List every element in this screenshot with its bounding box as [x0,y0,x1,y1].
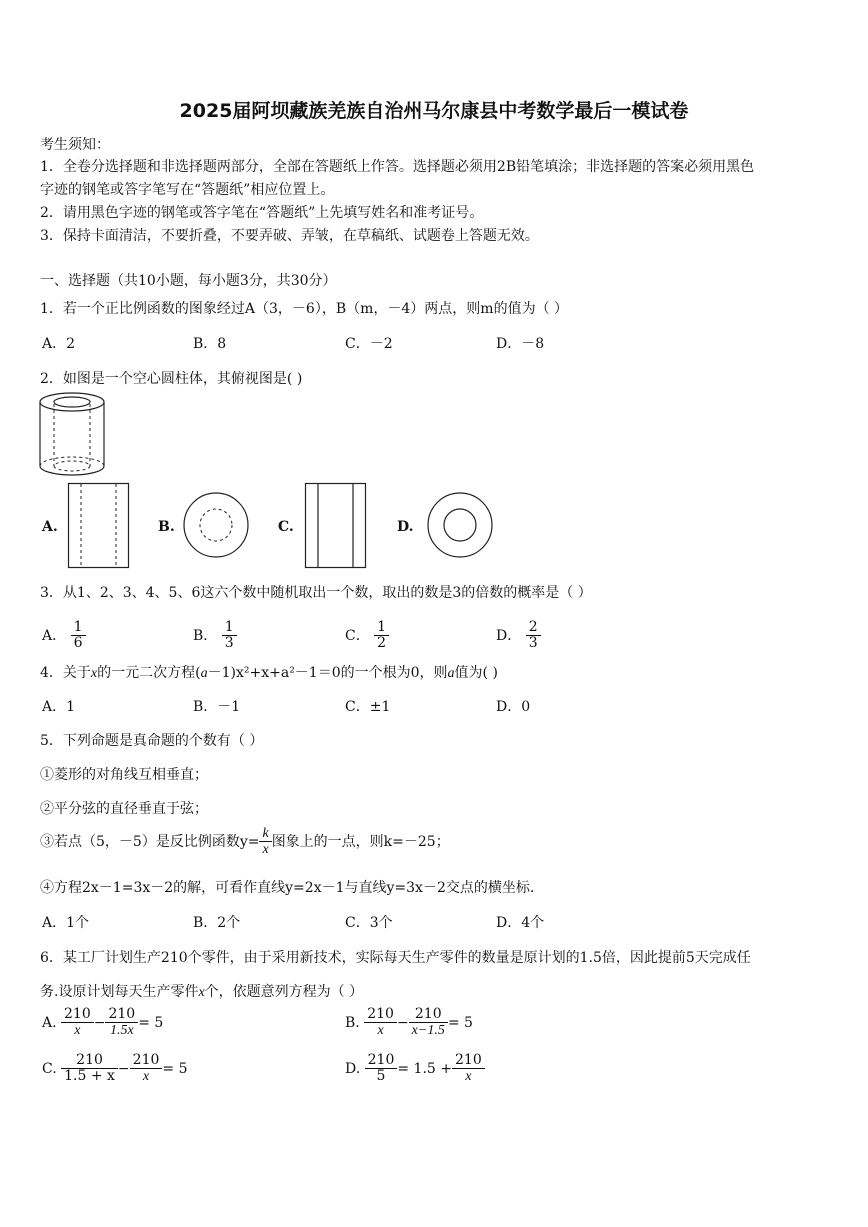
notice-line-2: 2．请用黑色字迹的钢笔或答字笔在“答题纸”上先填写姓名和准考证号。 [40,205,484,221]
q4-option-b[interactable]: B．－1 [193,699,241,715]
q3-fraction-c: $\frac{1}{2}$ [374,620,389,652]
page-title: 2025届阿坝藏族羌族自治州马尔康县中考数学最后一模试卷 [179,100,689,122]
q1-option-a[interactable]: A．2 [42,336,76,352]
q3-fraction-b: $\frac{1}{3}$ [222,620,237,652]
q6-option-b[interactable]: B. $\frac{210}{x}$ − $\frac{210}{x-1.5}$ = 5 [345,1006,473,1039]
q2-label-c[interactable]: C. [278,519,294,535]
hollow-cylinder-figure [38,392,110,477]
q3-option-c[interactable] [345,620,389,652]
q2-label-d[interactable]: D. [397,519,414,535]
q4-option-a[interactable]: A．1 [42,699,76,715]
q6-label-d: D. [345,1060,361,1077]
q2-option-a-figure[interactable] [68,483,130,569]
question-4-stem: 4．关于x的一元二次方程(a－1)x²+x+a²－1＝0的一个根为0，则a值为( ) [40,665,498,681]
question-1-stem: 1．若一个正比例函数的图象经过A（3，－6），B（m，－4）两点，则m的值为（ ） [40,301,569,317]
q4-option-d[interactable]: D．0 [496,699,531,715]
q1-option-c[interactable]: C．－2 [345,336,393,352]
q5-option-b[interactable]: B．2个 [193,915,241,931]
q6-option-d[interactable]: D. $\frac{210}{5}$ = 1.5 + $\frac{210}{x}$ [345,1053,485,1085]
question-2-stem: 2．如图是一个空心圆柱体，其俯视图是( ) [40,371,303,387]
q5-option-c[interactable]: C．3个 [345,915,393,931]
notice-line-1a: 1．全卷分选择题和非选择题两部分，全部在答题纸上作答。选择题必须用2B铅笔填涂；非选择题的答案必须用黑色 [40,159,755,175]
q3-label-a: A． [42,627,67,644]
q4-option-c[interactable]: C．±1 [345,699,391,715]
q5-statement-3: ③若点（5，－5）是反比例函数y= $\frac{k}{x}$ 图象上的一点，则k=－25； [40,826,450,858]
q5-option-a[interactable]: A．1个 [42,915,90,931]
q5-statement-2: ②平分弦的直径垂直于弦； [40,801,208,817]
q2-label-b[interactable]: B. [158,519,175,535]
q3-label-b: B． [193,627,218,644]
q3-label-d: D． [496,627,522,644]
q3-label-c: C． [345,627,370,644]
q6-label-a: A. [42,1014,57,1031]
q2-option-d-figure[interactable] [426,491,494,559]
notice-line-1b: 字迹的钢笔或答字笔写在“答题纸”相应位置上。 [40,182,335,198]
question-3-stem: 3．从1、2、3、4、5、6这六个数中随机取出一个数，取出的数是3的倍数的概率是（ ） [40,585,592,601]
q5-option-d[interactable]: D．4个 [496,915,545,931]
q3-fraction-d: $\frac{2}{3}$ [526,620,541,652]
q2-label-a[interactable]: A. [42,519,58,535]
q2-option-b-figure[interactable] [182,491,250,559]
question-6-line-2: 务.设原计划每天生产零件x个，依题意列方程为（ ） [40,984,364,1000]
q6-option-a[interactable]: A. $\frac{210}{x}$ − $\frac{210}{1.5x}$ = 5 [42,1006,164,1039]
q2-option-c-figure[interactable] [305,483,367,569]
section-heading: 一、选择题（共10小题，每小题3分，共30分） [40,273,337,289]
q5-statement-4: ④方程2x－1=3x－2的解，可看作直线y=2x－1与直线y=3x－2交点的横坐标. [40,880,535,896]
q3-option-a[interactable] [42,620,86,652]
q1-option-b[interactable]: B．8 [193,336,227,352]
q6-label-b: B. [345,1014,360,1031]
q6-label-c: C. [42,1060,57,1077]
notice-line-3: 3．保持卡面清洁，不要折叠，不要弄破、弄皱，在草稿纸、试题卷上答题无效。 [40,228,539,244]
q5-statement-1: ①菱形的对角线互相垂直； [40,767,208,783]
q6-option-c[interactable]: C. $\frac{210}{1.5 + x}$ − $\frac{210}{x}$ = 5 [42,1052,188,1085]
question-5-stem: 5．下列命题是真命题的个数有（ ） [40,733,264,749]
question-6-line-1: 6．某工厂计划生产210个零件，由于采用新技术，实际每天生产零件的数量是原计划的1.5倍，因此提前5天完成任 [40,950,751,966]
notice-heading: 考生须知： [40,137,110,153]
q1-option-d[interactable]: D．－8 [496,336,545,352]
q3-option-b[interactable] [193,620,237,652]
q3-fraction-a: $\frac{1}{6}$ [71,620,86,652]
q3-option-d[interactable] [496,620,541,652]
